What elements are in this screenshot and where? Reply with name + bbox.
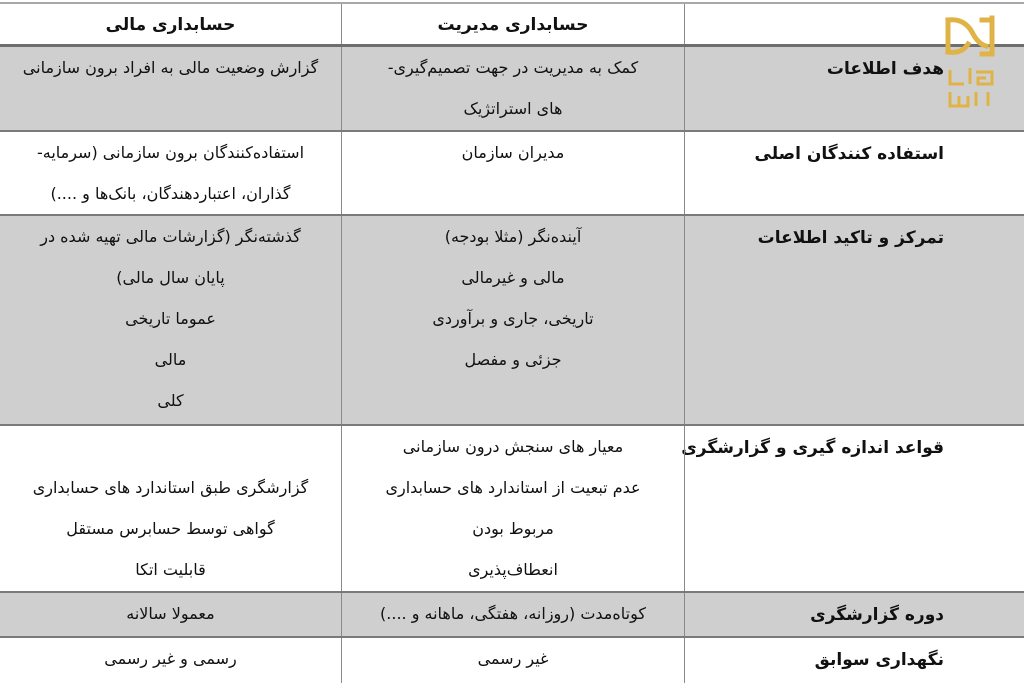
management-cell: آینده‌نگر (مثلا بودجه) مالی و غیرمالی تاریخی، جاری و برآوردی جزئی و مفصل <box>342 216 685 425</box>
header-financial-accounting: حسابداری مالی <box>0 4 342 46</box>
row-label: قواعد اندازه گیری و گزارشگری <box>681 438 944 458</box>
financial-cell: معمولا سالانه <box>0 593 342 637</box>
table-row <box>0 593 1024 637</box>
row-label: استفاده کنندگان اصلی <box>754 144 944 164</box>
row-label: هدف اطلاعات <box>826 59 944 79</box>
row-label: تمرکز و تاکید اطلاعات <box>757 228 944 248</box>
row-label: نگهداری سوابق <box>814 650 944 670</box>
management-cell: معیار های سنجش درون سازمانی عدم تبعیت از استاندارد های حسابداری مربوط بودن انعطاف‌پذیری <box>342 426 685 592</box>
table-row <box>0 132 1024 215</box>
table-row <box>0 638 1024 683</box>
financial-cell: گزارشگری طبق استاندارد های حسابداری گواهی توسط حسابرس مستقل قابلیت اتکا <box>0 426 342 592</box>
management-cell: کمک به مدیریت در جهت تصمیم‌گیری- های استراتژیک <box>342 47 685 131</box>
management-cell: مدیران سازمان <box>342 132 685 215</box>
management-cell: غیر رسمی <box>342 638 685 683</box>
table-row <box>0 47 1024 131</box>
financial-cell: گذشته‌نگر (گزارشات مالی تهیه شده در پایان سال مالی) عموما تاریخی مالی کلی <box>0 216 342 425</box>
management-cell: کوتاه‌مدت (روزانه، هفتگی، ماهانه و ....) <box>342 593 685 637</box>
table-header-row <box>0 4 1024 46</box>
financial-cell: استفاده‌کنندگان برون سازمانی (سرمایه- گذاران، اعتباردهندگان، بانک‌ها و ....) <box>0 132 342 215</box>
table-row <box>0 216 1024 425</box>
mali-sara-logo-icon <box>942 8 1002 118</box>
financial-cell: رسمی و غیر رسمی <box>0 638 342 683</box>
table-row <box>0 426 1024 592</box>
header-management-accounting: حسابداری مدیریت <box>342 4 685 46</box>
row-label: دوره گزارشگری <box>810 605 944 625</box>
financial-cell: گزارش وضعیت مالی به افراد برون سازمانی <box>0 47 342 131</box>
